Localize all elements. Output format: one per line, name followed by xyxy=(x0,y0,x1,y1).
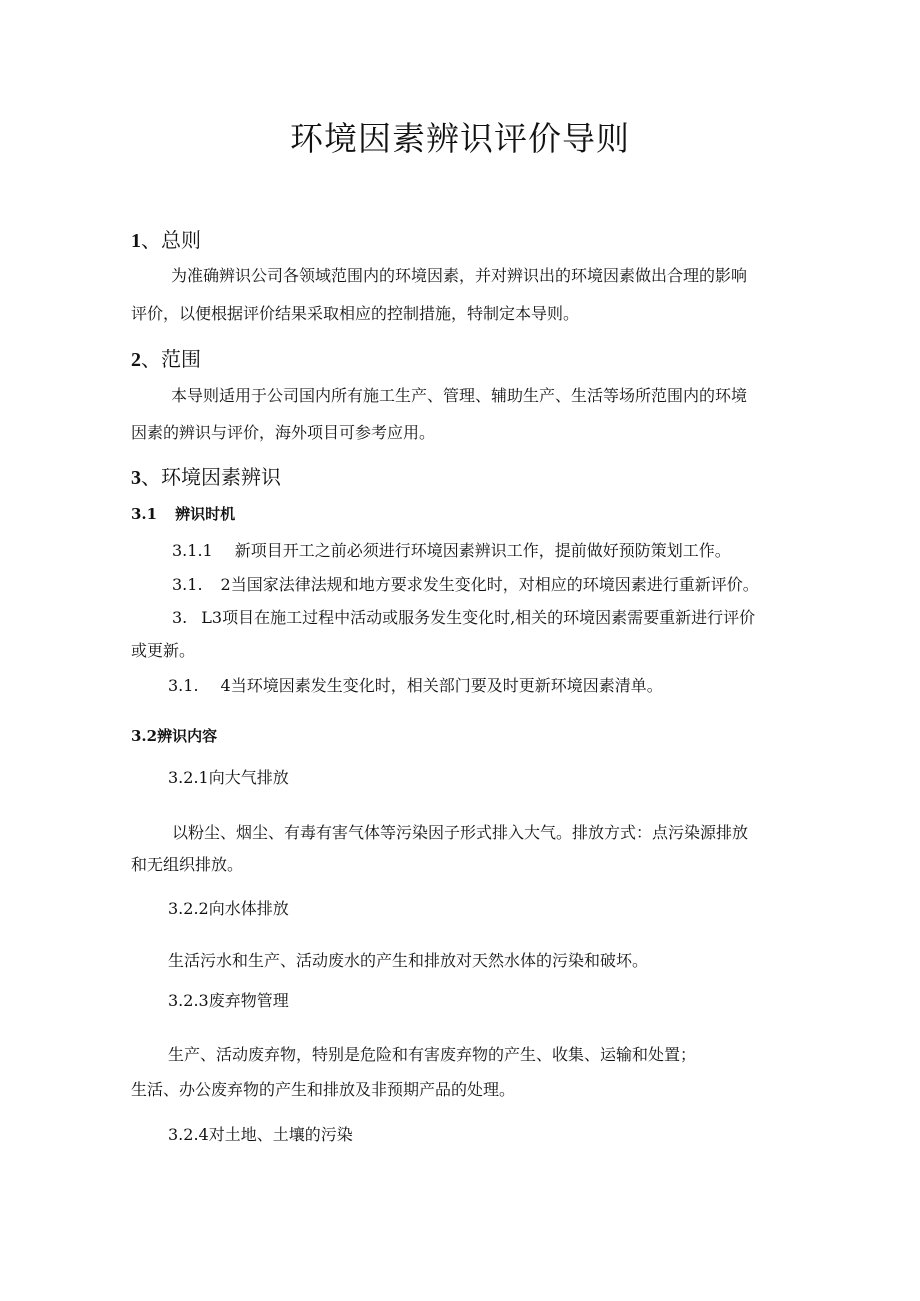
section-3-number: 3 xyxy=(131,467,141,489)
section-2-paragraph-line-1: 本导则适用于公司国内所有施工生产、管理、辅助生产、生活等场所范围内的环境 xyxy=(171,386,748,405)
item-3-1-3-continuation: 或更新。 xyxy=(131,641,196,660)
subsection-3-1-number: 3.1 xyxy=(131,505,158,523)
section-1-paragraph-line-2: 评价，以便根据评价结果采取相应的控制措施，特制定本导则。 xyxy=(131,304,580,323)
item-3-2-1-line-1: 以粉尘、烟尘、有毒有害气体等污染因子形式排入大气。排放方式：点污染源排放 xyxy=(172,823,749,842)
item-3-2-4-title: 3.2.4对土地、土壤的污染 xyxy=(168,1125,353,1144)
item-3-1-2-text: 2当国家法律法规和地方要求发生变化时，对相应的环境因素进行重新评价。 xyxy=(220,575,759,594)
item-3-1-1-text: 新项目开工之前必须进行环境因素辨识工作，提前做好预防策划工作。 xyxy=(234,541,731,560)
item-3-1-4-text: 4当环境因素发生变化时，相关部门要及时更新环境因素清单。 xyxy=(220,676,663,695)
item-3-1-3 xyxy=(172,610,755,626)
section-3-title: 、环境因素辨识 xyxy=(141,465,281,489)
subsection-3-1-title: 辨识时机 xyxy=(175,505,236,523)
item-3-2-3-line-2: 生活、办公废弃物的产生和排放及非预期产品的处理。 xyxy=(131,1080,516,1099)
section-2-number: 2 xyxy=(131,349,141,371)
item-3-2-2-line-1: 生活污水和生产、活动废水的产生和排放对天然水体的污染和破坏。 xyxy=(168,951,649,970)
section-3-heading xyxy=(131,467,281,488)
subsection-3-1-heading xyxy=(131,507,235,522)
item-3-2-3-line-1: 生产、活动废弃物，特别是危险和有害废弃物的产生、收集、运输和处置； xyxy=(168,1045,697,1064)
section-1-heading xyxy=(131,230,201,251)
item-3-1-3-number: 3. xyxy=(172,608,188,627)
item-3-1-1 xyxy=(172,543,731,559)
item-3-2-1-title: 3.2.1向大气排放 xyxy=(168,768,289,787)
item-3-1-4-number: 3.1. xyxy=(168,676,199,695)
item-3-1-2-number: 3.1. xyxy=(172,575,203,594)
subsection-3-2-heading: 3.2辨识内容 xyxy=(131,727,218,745)
item-3-1-2 xyxy=(172,577,759,593)
item-3-2-3-title: 3.2.3废弃物管理 xyxy=(168,991,289,1010)
section-1-paragraph-line-1: 为准确辨识公司各领域范围内的环境因素，并对辨识出的环境因素做出合理的影响 xyxy=(171,266,748,285)
section-1-title: 、总则 xyxy=(141,228,201,252)
item-3-1-4 xyxy=(168,678,663,694)
item-3-2-1-line-2: 和无组织排放。 xyxy=(131,855,244,874)
page-title: 环境因素辨识评价导则 xyxy=(290,119,630,158)
section-2-heading xyxy=(131,349,201,370)
section-2-title: 、范围 xyxy=(141,347,201,371)
item-3-2-2-title: 3.2.2向水体排放 xyxy=(168,899,289,918)
section-1-number: 1 xyxy=(131,230,141,252)
item-3-1-1-number: 3.1.1 xyxy=(172,541,213,560)
section-2-paragraph-line-2: 因素的辨识与评价，海外项目可参考应用。 xyxy=(131,423,436,442)
item-3-1-3-text: L3项目在施工过程中活动或服务发生变化时,相关的环境因素需要重新进行评价 xyxy=(201,608,756,627)
